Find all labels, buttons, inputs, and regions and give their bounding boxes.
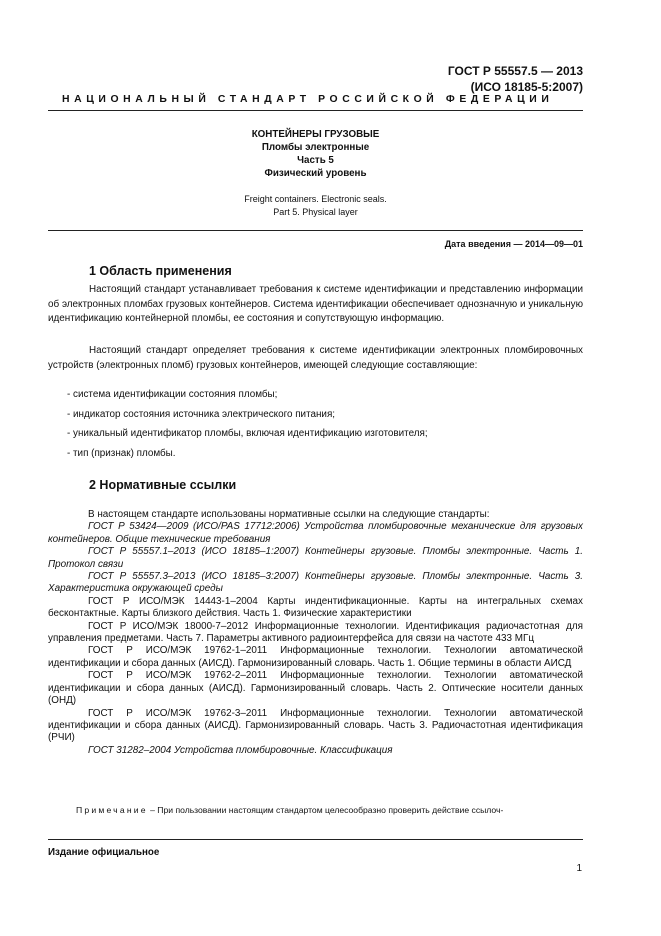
list-item: - уникальный идентификатор пломбы, включая идентификацию изготовителя; [67,428,428,439]
national-standard-banner: НАЦИОНАЛЬНЫЙ СТАНДАРТ РОССИЙСКОЙ ФЕДЕРАЦИИ [62,94,554,105]
reference-item: ГОСТ Р 55557.1–2013 (ИСО 18185–1:2007) Контейнеры грузовые. Пломбы электронные. Часть 1. Протокол связи [48,546,583,570]
document-title [48,128,583,180]
note-text: – При пользовании настоящим стандартом целесообразно проверить действие ссылоч- [147,805,504,815]
edition-label: Издание официальное [48,847,160,858]
header-divider [48,110,583,111]
section-1-paragraph-2: Настоящий стандарт определяет требования к системе идентификации электронных пломбировочных устройств (электронных пломб) грузовых контейнеров, имеющей следующие составляющие: [48,345,583,371]
reference-item: ГОСТ Р ИСО/МЭК 19762-2–2011 Информационные технологии. Технологии автоматической идентификации и сбора данных (АИСД). Гармонизированный словарь. Часть 2. Оптические носители данных (ОНД) [48,670,583,707]
page-number: 1 [576,863,582,874]
footer-divider [48,839,583,840]
section-1-heading: 1 Область применения [89,264,232,278]
note [48,805,583,815]
reference-item: ГОСТ Р ИСО/МЭК 19762-3–2011 Информационные технологии. Технологии автоматической идентификации и сбора данных (АИСД). Гармонизированный словарь. Часть 3. Радиочастотная идентификация (РЧИ) [48,707,583,744]
note-label: Примечание [76,805,148,815]
reference-item: ГОСТ Р ИСО/МЭК 19762-1–2011 Информационные технологии. Технологии автоматической идентификации и сбора данных (АИСД). Гармонизированный словарь. Часть 1. Общие термины в области АИСД [48,645,583,669]
standard-code: ГОСТ Р 55557.5 — 2013 [447,64,583,78]
list-item: - индикатор состояния источника электрического питания; [67,409,336,420]
title-line-4: Физический уровень [264,168,367,179]
section-1-paragraph-1: Настоящий стандарт устанавливает требования к системе идентификации и представлению информации об электронных пломбах грузовых контейнеров. Система идентификации обеспечивает однозначную и уникальную идентификацию контейнерной пломбы, ее состояния и сопутствующую информацию. [48,284,583,325]
list-item: - тип (признак) пломбы. [67,448,176,459]
reference-item: ГОСТ Р ИСО/МЭК 18000-7–2012 Информационные технологии. Идентификация радиочастотная для управления предметами. Часть 7. Параметры активного радиоинтерфейса для связи на частоте 433 МГц [48,620,583,645]
reference-item: ГОСТ Р ИСО/МЭК 14443-1–2004 Карты индентификационные. Карты на интегральных схемах бесконтактные. Карты близкого действия. Часть 1. Физические характеристики [48,595,583,620]
title-line-3: Часть 5 [297,155,334,166]
references-list [48,509,583,757]
list-item: - система идентификации состояния пломбы; [67,389,278,400]
reference-item: ГОСТ Р 53424—2009 (ИСО/PAS 17712:2006) Устройства пломбировочные механические для грузовых контейнеров. Общие технические требования [48,521,583,545]
english-title [48,193,583,218]
section-2-heading: 2 Нормативные ссылки [89,478,237,492]
standard-code-block [448,63,583,95]
introduction-date: Дата введения — 2014—09—01 [444,239,583,249]
references-lead: В настоящем стандарте использованы нормативные ссылки на следующие стандарты: [88,509,490,520]
reference-item: ГОСТ 31282–2004 Устройства пломбировочные. Классификация [88,744,393,756]
english-title-line-2: Part 5. Physical layer [273,206,358,217]
reference-item: ГОСТ Р 55557.3–2013 (ИСО 18185–3:2007) Контейнеры грузовые. Пломбы электронные. Часть 3. Характеристика окружающей среды [48,571,583,595]
title-line-1: КОНТЕЙНЕРЫ ГРУЗОВЫЕ [251,129,380,140]
title-divider [48,230,583,231]
english-title-line-1: Freight containers. Electronic seals. [244,194,387,204]
iso-code: (ИСО 18185-5:2007) [470,80,583,94]
title-line-2: Пломбы электронные [261,142,370,153]
